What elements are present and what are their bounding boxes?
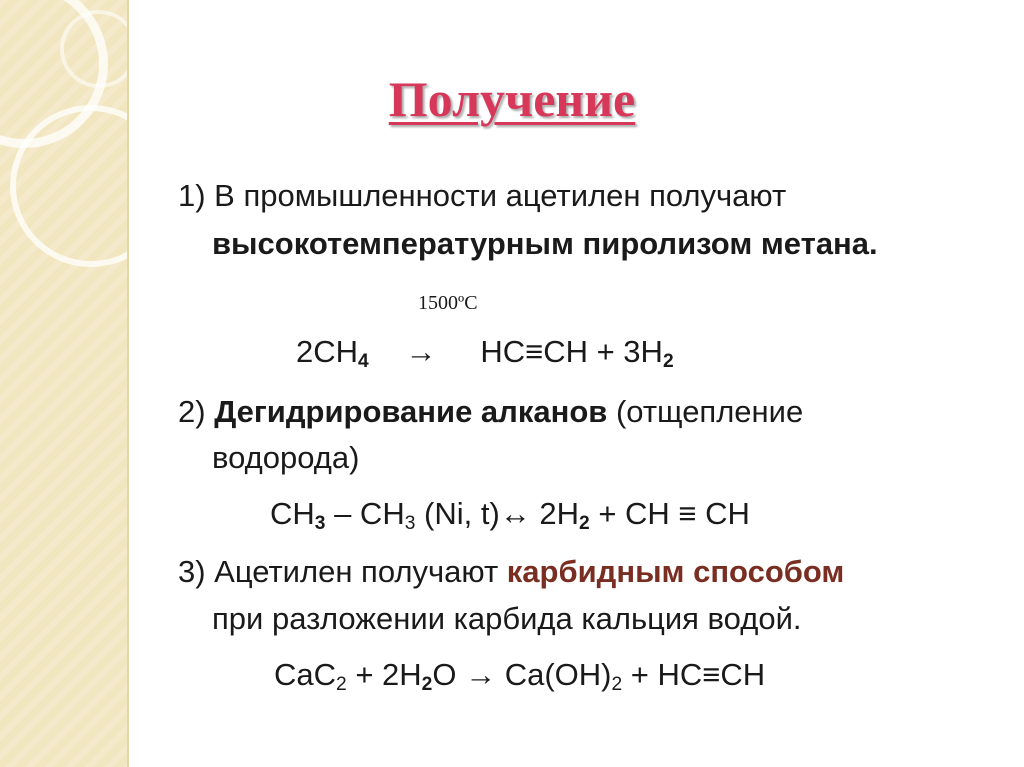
- item1-text: [178, 178, 786, 214]
- eq3-b: + 2H: [346, 657, 422, 692]
- eq3-a-sub: 2: [336, 673, 347, 695]
- eq2-c: (Ni, t)↔ 2H: [415, 496, 580, 531]
- item2-line2: водорода): [212, 440, 360, 475]
- item3-prefix: 3) Ацетилен получают: [178, 554, 507, 589]
- equation-2: [270, 496, 750, 532]
- item2-suffix: (отщепление: [607, 394, 804, 429]
- eq3-c: O → Ca(OH): [432, 657, 612, 692]
- eq2-c-sub: 2: [579, 512, 590, 534]
- eq2-d: + CH ≡ CH: [589, 496, 750, 531]
- eq1-left-sub: 4: [358, 350, 369, 372]
- eq3-b-sub: 2: [421, 673, 433, 695]
- eq3-c-sub: 2: [611, 673, 623, 695]
- equation-1: [296, 334, 674, 370]
- eq1-left: 2CH: [296, 334, 359, 369]
- item2-prefix: 2): [178, 394, 215, 429]
- eq2-b: – CH: [325, 496, 405, 531]
- equation-3: [274, 657, 765, 693]
- item2-text: [178, 394, 803, 430]
- item3-text: [178, 554, 844, 590]
- eq2-b-sub: 3: [404, 512, 416, 534]
- item3-highlight: карбидным способом: [506, 554, 845, 589]
- item2-bold: Дегидрирование алканов: [214, 394, 608, 429]
- eq3-a: CaC: [274, 657, 337, 692]
- eq2-a: CH: [270, 496, 315, 531]
- eq1-product-sub: 2: [662, 350, 674, 372]
- eq1-arrow: →: [405, 334, 437, 369]
- slide-title: Получение: [388, 71, 636, 127]
- item3-line2: при разложении карбида кальция водой.: [212, 601, 802, 636]
- item1-bold: высокотемпературным пиролизом метана.: [212, 226, 878, 261]
- eq2-a-sub: 3: [314, 512, 326, 534]
- item1-prefix: 1) В промышленности ацетилен получают: [178, 178, 787, 213]
- eq1-product: HC≡CH + 3H: [480, 334, 663, 369]
- eq3-d: + HC≡CH: [622, 657, 766, 692]
- eq1-condition: 1500ºC: [418, 292, 478, 314]
